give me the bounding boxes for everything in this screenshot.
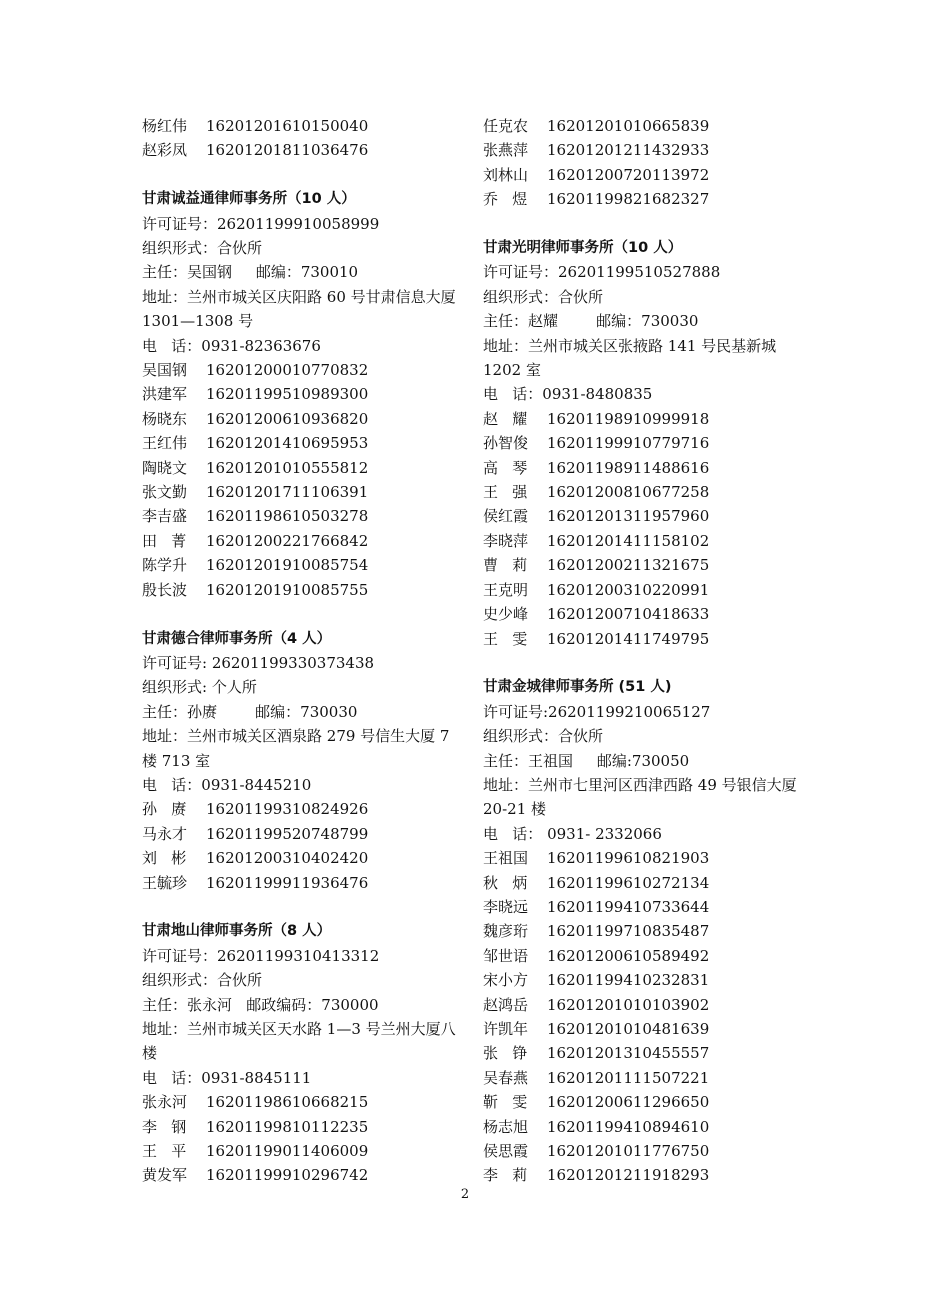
member-number: 16201201010103902 (547, 995, 710, 1014)
member-number: 16201199410232831 (547, 971, 710, 990)
member-name: 曹 莉 (483, 556, 528, 575)
member-name: 王 雯 (483, 629, 528, 648)
address: 地址：兰州市城关区庆阳路 60 号甘肃信息大厦 1301—1308 号 (142, 287, 461, 331)
member-name: 孙智俊 (483, 434, 529, 453)
director-postcode: 主任：张永河 邮政编码：730000 (142, 995, 379, 1014)
member-number: 16201199520748799 (206, 824, 369, 843)
firm-title: 甘肃诚益通律师事务所（10 人） (142, 191, 356, 208)
member-name: 高 琴 (483, 458, 528, 477)
member-number: 16201201311957960 (547, 507, 710, 526)
member-row (483, 1163, 798, 1187)
member-number: 16201200610589492 (547, 946, 710, 965)
member-name: 李晓远 (483, 897, 529, 916)
member-name: 刘林山 (483, 165, 529, 184)
license-number: 许可证号：26201199310413312 (142, 946, 380, 965)
continued-member-list (142, 114, 460, 163)
phone: 电 话：0931-8480835 (483, 385, 653, 404)
member-number: 16201200610936820 (206, 409, 369, 428)
member-number: 16201200310220991 (547, 580, 710, 599)
member-name: 侯思霞 (483, 1142, 529, 1161)
license-number: 许可证号：26201199910058999 (142, 214, 380, 233)
member-name: 李晓萍 (483, 531, 529, 550)
address: 地址：兰州市七里河区西津西路 49 号银信大厦 20-21 楼 (483, 775, 802, 819)
firm-dishan (142, 919, 460, 1187)
member-number: 16201201010665839 (547, 117, 710, 135)
member-name: 王毓珍 (142, 873, 188, 892)
member-row (483, 1090, 798, 1114)
organization-form: 组织形式：合伙所 (142, 239, 263, 258)
license-number: 许可证号: 26201199330373438 (142, 653, 375, 672)
member-name: 张文勤 (142, 483, 188, 502)
license-number: 许可证号:26201199210065127 (483, 702, 711, 721)
member-number: 16201199410894610 (547, 1117, 710, 1136)
member-name: 赵 耀 (483, 409, 528, 428)
member-number: 16201201910085754 (206, 556, 369, 575)
member-name: 靳 雯 (483, 1093, 528, 1112)
member-number: 16201200720113972 (547, 165, 710, 184)
member-number: 16201199610821903 (547, 849, 710, 868)
member-name: 邹世语 (483, 946, 529, 965)
member-name: 王祖国 (483, 849, 529, 868)
member-row (142, 407, 460, 431)
phone: 电 话： 0931- 2332066 (483, 824, 662, 843)
member-name: 张永河 (142, 1093, 188, 1112)
member-row (483, 627, 798, 651)
member-number: 16201200221766842 (206, 531, 369, 550)
member-number: 16201201211918293 (547, 1166, 710, 1185)
member-name: 洪建军 (142, 385, 188, 404)
member-row (483, 407, 798, 431)
member-row (142, 504, 460, 528)
member-row (483, 895, 798, 919)
director-postcode: 主任：王祖国 邮编:730050 (483, 751, 690, 770)
member-number: 16201201410695953 (206, 434, 369, 453)
member-row (483, 1139, 798, 1163)
member-number: 16201199610272134 (547, 873, 710, 892)
member-number: 16201198610668215 (206, 1093, 369, 1112)
firm-title: 甘肃金城律师事务所 (51 人) (483, 679, 672, 696)
member-row (483, 431, 798, 455)
member-name: 赵鸿岳 (483, 995, 529, 1014)
member-number: 16201200710418633 (547, 605, 710, 624)
director-postcode: 主任：孙赓 邮编：730030 (142, 702, 358, 721)
member-number: 16201201711106391 (206, 483, 369, 502)
member-name: 赵彩凤 (142, 141, 188, 160)
member-name: 王红伟 (142, 434, 188, 453)
member-row (142, 871, 460, 895)
member-row (142, 456, 460, 480)
member-name: 杨红伟 (142, 117, 188, 135)
member-number: 16201201011776750 (547, 1142, 710, 1161)
phone: 电 话：0931-8845111 (142, 1068, 312, 1087)
member-name: 李 钢 (142, 1117, 187, 1136)
right-column (483, 114, 802, 1212)
member-row (483, 1017, 798, 1041)
member-row (142, 1115, 460, 1139)
member-name: 孙 赓 (142, 800, 187, 819)
member-row (142, 1163, 460, 1187)
member-row (142, 846, 460, 870)
member-number: 16201198911488616 (547, 458, 710, 477)
member-name: 陶晓文 (142, 458, 188, 477)
member-name: 李 莉 (483, 1166, 528, 1185)
member-number: 16201201211432933 (547, 141, 710, 160)
member-row (142, 822, 460, 846)
member-row (483, 163, 798, 187)
member-row (483, 968, 798, 992)
member-number: 16201200310402420 (206, 849, 369, 868)
continued-member-list (483, 114, 798, 212)
organization-form: 组织形式：合伙所 (483, 727, 604, 746)
member-name: 刘 彬 (142, 849, 187, 868)
member-row (483, 504, 798, 528)
left-column (142, 114, 460, 1212)
member-row (483, 919, 798, 943)
member-name: 张 铮 (483, 1044, 528, 1063)
member-row (483, 871, 798, 895)
member-number: 16201201811036476 (206, 141, 369, 160)
license-number: 许可证号：26201199510527888 (483, 263, 721, 282)
member-name: 乔 煜 (483, 190, 528, 209)
firm-jincheng (483, 675, 802, 1188)
member-row (142, 138, 460, 162)
member-number: 16201199911936476 (206, 873, 369, 892)
member-number: 16201199910296742 (206, 1166, 369, 1185)
member-row (142, 578, 460, 602)
member-number: 16201199410733644 (547, 897, 710, 916)
member-number: 16201199710835487 (547, 922, 710, 941)
member-name: 王克明 (483, 580, 529, 599)
member-name: 吴春燕 (483, 1068, 529, 1087)
member-row (483, 553, 798, 577)
member-row (142, 529, 460, 553)
director-postcode: 主任：赵耀 邮编：730030 (483, 312, 699, 331)
member-row (483, 456, 798, 480)
member-name: 史少峰 (483, 605, 529, 624)
member-name: 陈学升 (142, 556, 188, 575)
member-number: 16201201010481639 (547, 1020, 710, 1038)
firm-title: 甘肃地山律师事务所（8 人） (142, 923, 332, 940)
member-row (483, 1115, 798, 1139)
member-number: 16201201111507221 (547, 1068, 710, 1087)
member-number: 16201199821682327 (547, 190, 710, 209)
member-row (483, 480, 798, 504)
member-number: 16201200211321675 (547, 556, 710, 575)
member-number: 16201199810112235 (206, 1117, 369, 1136)
firm-guangming (483, 236, 798, 651)
member-name: 宋小方 (483, 971, 529, 990)
member-name: 马永才 (142, 824, 188, 843)
member-name: 许凯年 (483, 1020, 529, 1038)
director-postcode: 主任：吴国钢 邮编：730010 (142, 263, 359, 282)
firm-title: 甘肃德合律师事务所（4 人） (142, 630, 332, 647)
member-row (142, 431, 460, 455)
member-number: 16201200810677258 (547, 483, 710, 502)
member-name: 吴国钢 (142, 361, 188, 380)
member-name: 秋 炳 (483, 873, 528, 892)
organization-form: 组织形式: 个人所 (142, 678, 257, 697)
address: 地址：兰州市城关区酒泉路 279 号信生大厦 7 楼 713 室 (142, 727, 455, 770)
member-name: 杨晓东 (142, 409, 188, 428)
member-row (483, 187, 798, 211)
member-row (142, 797, 460, 821)
member-row (483, 529, 798, 553)
member-number: 16201200611296650 (547, 1093, 710, 1112)
member-number: 16201201310455557 (547, 1044, 710, 1063)
member-number: 16201198910999918 (547, 409, 710, 428)
member-number: 16201201010555812 (206, 458, 369, 477)
firm-dehe (142, 627, 460, 895)
member-number: 16201199011406009 (206, 1142, 369, 1161)
member-row (483, 114, 798, 138)
member-name: 任克农 (483, 117, 529, 135)
organization-form: 组织形式：合伙所 (142, 971, 263, 990)
member-row (483, 1066, 798, 1090)
page-number: 2 (460, 1187, 470, 1202)
member-name: 王 平 (142, 1142, 187, 1161)
member-name: 侯红霞 (483, 507, 529, 526)
organization-form: 组织形式：合伙所 (483, 287, 604, 306)
member-name: 杨志旭 (483, 1117, 529, 1136)
member-row (483, 138, 798, 162)
member-row (142, 553, 460, 577)
member-row (142, 114, 460, 138)
member-name: 魏彦珩 (483, 922, 529, 941)
member-number: 16201199310824926 (206, 800, 369, 819)
member-name: 李吉盛 (142, 507, 188, 526)
member-row (483, 993, 798, 1017)
member-number: 16201198610503278 (206, 507, 369, 526)
member-name: 黄发军 (142, 1166, 188, 1185)
member-row (142, 358, 460, 382)
firm-chengyitong (142, 187, 460, 602)
member-row (483, 1041, 798, 1065)
member-name: 张燕萍 (483, 141, 529, 160)
member-number: 16201201411158102 (547, 531, 710, 550)
member-number: 16201201411749795 (547, 629, 710, 648)
member-number: 16201200010770832 (206, 361, 369, 380)
member-row (142, 480, 460, 504)
address: 地址：兰州市城关区天水路 1—3 号兰州大厦八楼 (142, 1019, 456, 1063)
member-name: 殷长波 (142, 580, 188, 599)
member-row (483, 846, 798, 870)
member-number: 16201201910085755 (206, 580, 369, 599)
member-number: 16201201610150040 (206, 117, 369, 135)
member-number: 16201199510989300 (206, 385, 369, 404)
phone: 电 话：0931-82363676 (142, 336, 321, 355)
member-row (483, 602, 798, 626)
member-number: 16201199910779716 (547, 434, 710, 453)
address: 地址：兰州市城关区张掖路 141 号民基新城 1202 室 (483, 336, 781, 380)
phone: 电 话：0931-8445210 (142, 775, 312, 794)
member-row (142, 382, 460, 406)
member-row (142, 1090, 460, 1114)
firm-title: 甘肃光明律师事务所（10 人） (483, 240, 683, 257)
member-row (142, 1139, 460, 1163)
member-row (483, 944, 798, 968)
member-name: 田 菁 (142, 531, 187, 550)
member-name: 王 强 (483, 483, 528, 502)
member-row (483, 578, 798, 602)
